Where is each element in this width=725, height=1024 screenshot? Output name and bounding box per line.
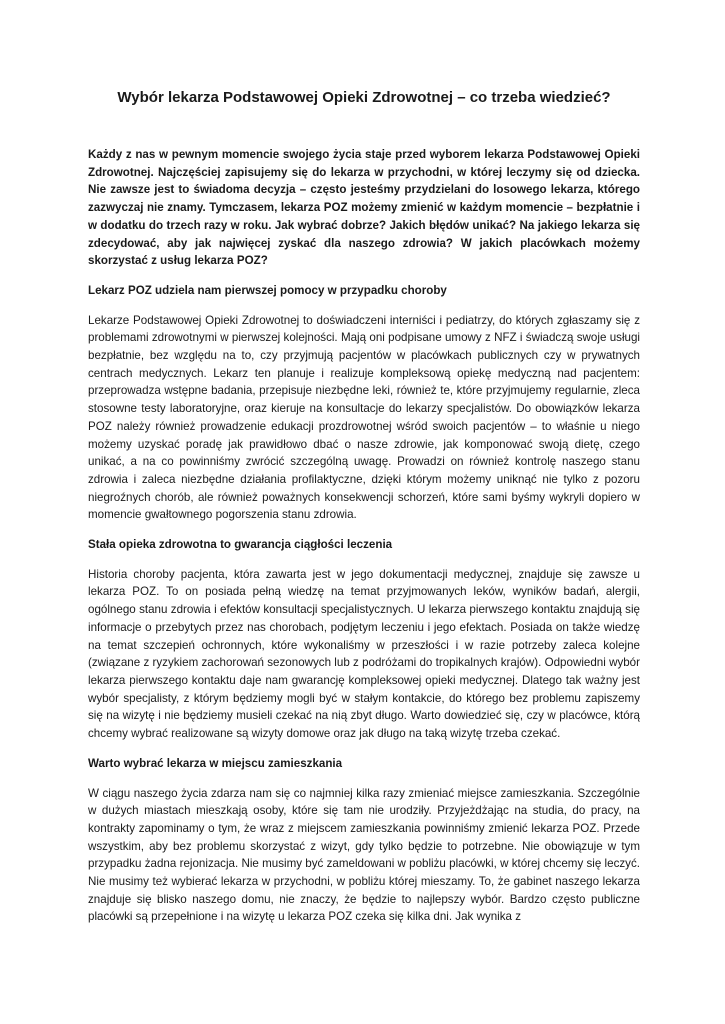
section-text-continuity: Historia choroby pacjenta, która zawarta jest w jego dokumentacji medycznej, znajduje się zawsze u lekarza POZ. To on posiada pełną wiedzę na temat przyjmowanych leków, wyników badań, alergii, ogólnego stanu zdrowia i efektów konsultacji specjalistycznych. U lekarza pierwszego kontaktu znajdują się informacje o przebytych przez nas chorobach, podjętym leczeniu i jego efektach. Posiada on także wiedzę na temat szczepień ochronnych, które wykonaliśmy w przeszłości i w razie potrzeby zaleca kolejne (związane z ryzykiem zachorowań sezonowych lub z podróżami do tropikalnych krajów). Odpowiedni wybór lekarza pierwszego kontaktu daje nam gwarancję kompleksowej opieki medycznej. Dlatego tak ważny jest wybór specjalisty, z którym będziemy mogli być w stałym kontakcie, do którego bez problemu zapiszemy się na wizytę i nie będziemy musieli czekać na nią zbyt długo. Warto dowiedzieć się, czy w placówce, którą chcemy wybrać realizowane są wizyty domowe oraz jak długo na taką wizytę trzeba czekać. — [88, 567, 640, 741]
section-text-poz-first-aid: Lekarze Podstawowej Opieki Zdrowotnej to doświadczeni interniści i pediatrzy, do których zgłaszamy się z problemami zdrowotnymi w pierwszej kolejności. Mają oni podpisane umowy z NFZ i świadczą swoje usługi bezpłatnie, bez względu na to, czy przyjmują pacjentów w placówkach publicznych czy w prywatnych centrach medycznych. Lekarz ten planuje i realizuje kompleksową opiekę medyczną nad pacjentem: przeprowadza wstępne badania, przepisuje niezbędne leki, również te, które przyjmujemy regularnie, zleca stosowne testy laboratoryjne, oraz kieruje na konsultacje do lekarzy specjalistów. Do obowiązków lekarza POZ należy również prowadzenie edukacji prozdrowotnej wśród swoich pacjentów – to właśnie u niego możemy uzyskać poradę jak prawidłowo dbać o nasze zdrowie, jak komponować swoją dietę, czego unikać, a na co powinniśmy zwrócić szczególną uwagę. Prowadzi on również kontrolę naszego stanu zdrowia i zaleca niezbędne działania profilaktyczne, dzięki którym możemy uniknąć nie tylko z pozoru niegroźnych chorób, ale również poważnych konsekwencji schorzeń, które sami byśmy wykryli dopiero w momencie gwałtownego pogorszenia stanu zdrowia. — [88, 313, 640, 522]
section-heading-residence: Warto wybrać lekarza w miejscu zamieszkania — [88, 756, 343, 770]
document-body — [88, 146, 640, 938]
page-title: Wybór lekarza Podstawowej Opieki Zdrowotnej – co trzeba wiedzieć? — [117, 89, 611, 106]
section-heading-poz-first-aid: Lekarz POZ udziela nam pierwszej pomocy w przypadku choroby — [88, 283, 447, 297]
section-text-residence: W ciągu naszego życia zdarza nam się co najmniej kilka razy zmieniać miejsce zamieszkania. Szczególnie w dużych miastach mieszkają osoby, które się tam nie urodziły. Przyjeżdżając na studia, do pracy, na kontrakty zapominamy o tym, że wraz z miejscem zamieszkania powinniśmy zmienić lekarza POZ. Przede wszystkim, aby bez problemu skorzystać z wizyt, gdy tylko będzie to potrzebne. Nie obowiązuje w tym przypadku żadna rejonizacja. Nie musimy być zameldowani w pobliżu placówki, w której chcemy się leczyć. Nie musimy też wybierać lekarza w przychodni, w pobliżu której mieszamy. To, że gabinet naszego lekarza znajduje się blisko naszego domu, nie znaczy, że będzie to najlepszy wybór. Bardzo często publiczne placówki są przepełnione i na wizytę u lekarza POZ czeka się kilka dni. Jak wynika z — [88, 786, 640, 924]
section-heading-continuity: Stała opieka zdrowotna to gwarancja ciągłości leczenia — [88, 538, 393, 552]
lead-paragraph: Każdy z nas w pewnym momencie swojego życia staje przed wyborem lekarza Podstawowej Opieki Zdrowotnej. Najczęściej zapisujemy się do lekarza w przychodni, w której leczymy się od dziecka. Nie zawsze jest to świadoma decyzja – często jesteśmy przydzielani do losowego lekarza, którego zazwyczaj nie znamy. Tymczasem, lekarza POZ możemy zmienić w każdym momencie – bezpłatnie i w dodatku do trzech razy w roku. Jak wybrać dobrze? Jakich błędów unikać? Na jakiego lekarza się zdecydować, aby jak najwięcej zyskać dla naszego zdrowia? W jakich placówkach możemy skorzystać z usług lekarza POZ? — [88, 148, 640, 268]
